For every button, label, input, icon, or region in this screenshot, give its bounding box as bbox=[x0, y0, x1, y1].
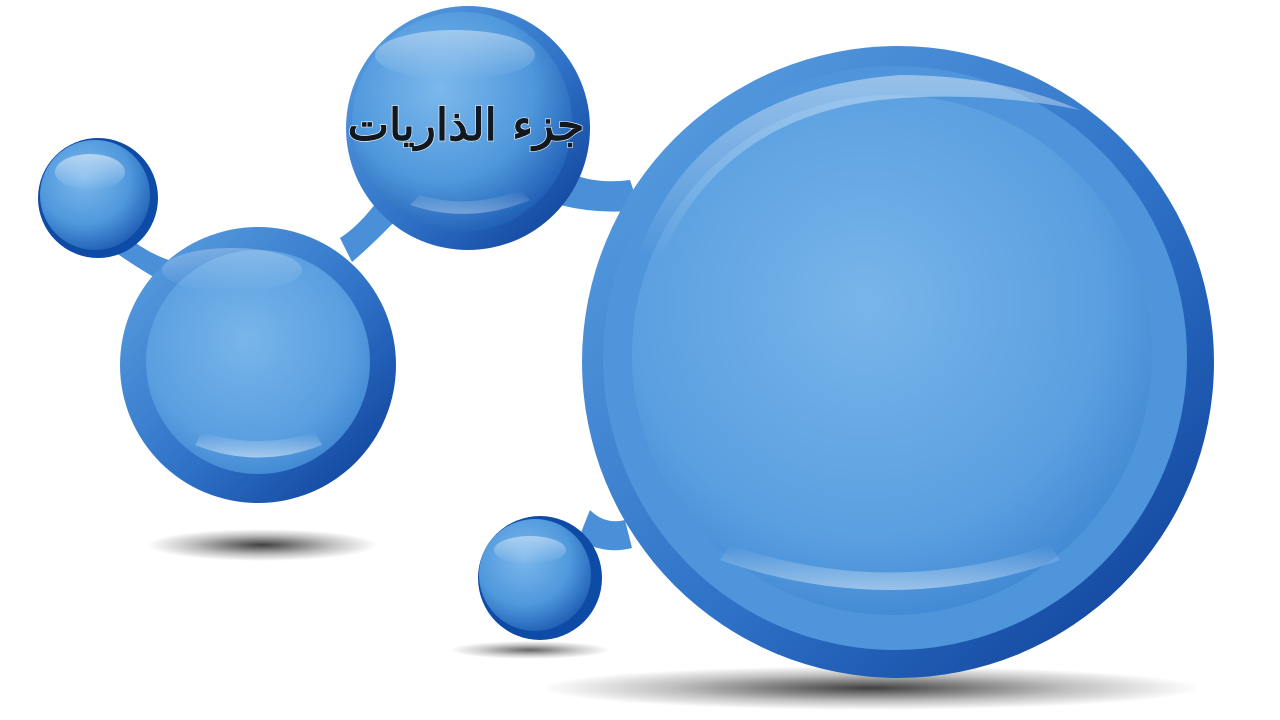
bubble-large bbox=[582, 46, 1214, 678]
juz-title: جزء الذاريات bbox=[347, 100, 585, 151]
bubble-top-left bbox=[38, 138, 158, 258]
shadow-left-bubble bbox=[147, 529, 377, 561]
shadow-small-bubble bbox=[450, 641, 610, 659]
bubble-left bbox=[120, 227, 396, 503]
bubble-top-center bbox=[346, 6, 590, 250]
bubble-bottom-small bbox=[478, 516, 602, 640]
